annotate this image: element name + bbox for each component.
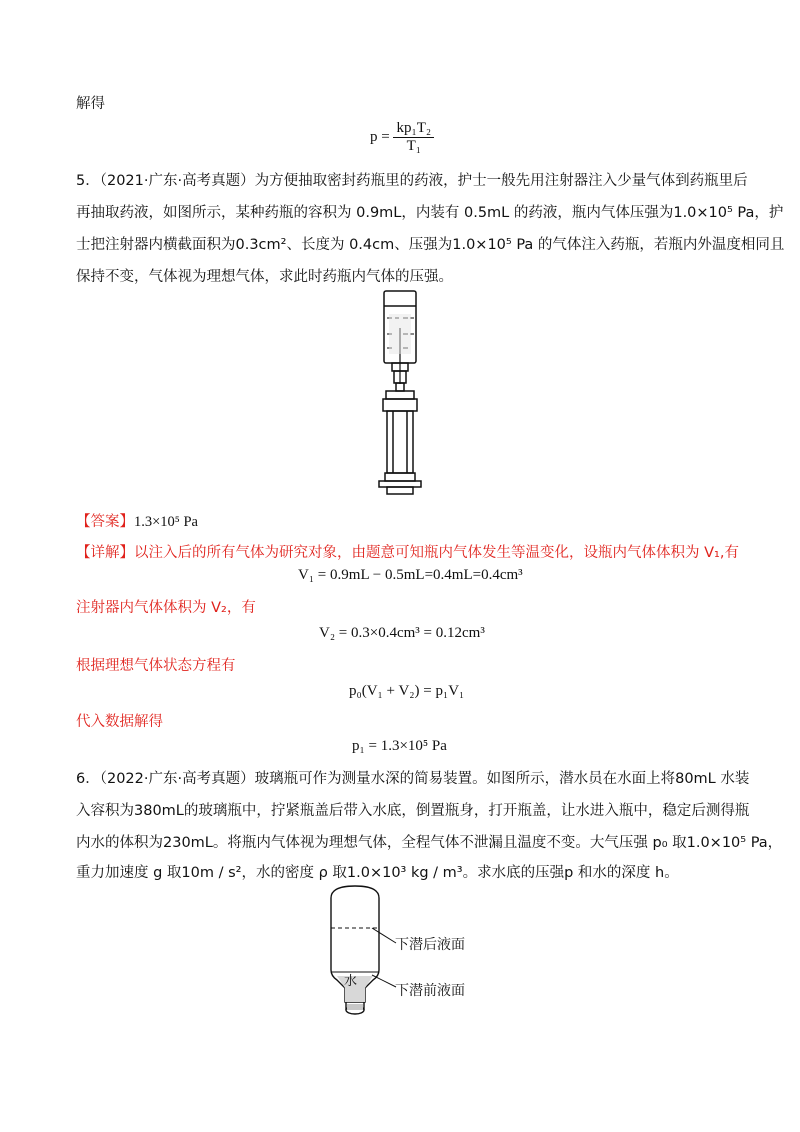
fraction-denominator: T₁ [406, 138, 421, 154]
q5-line-4: 保持不变，气体视为理想气体，求此时药瓶内气体的压强。 [76, 269, 453, 285]
equation-lhs: p = [370, 128, 390, 145]
label-before-dive: 下潜前液面 [395, 983, 465, 999]
solve-label: 解得 [76, 96, 105, 112]
q6-line-3: 内水的体积为230mL。将瓶内气体视为理想气体，全程气体不泄漏且温度不变。大气压强 p₀ 取1.0×10⁵ Pa， [76, 835, 783, 851]
q6-line-1: 6．（2022·广东·高考真题）玻璃瓶可作为测量水深的简易装置。如图所示，潜水员在水面上将80mL 水装 [76, 771, 750, 787]
fraction [393, 120, 434, 155]
water-label: 水 [344, 974, 358, 989]
q5-equation-3: p₀(V₁ + V₂) = p₁V₁ [349, 683, 465, 699]
q5-line-3: 士把注射器内横截面积为0.3cm²、长度为 0.4cm、压强为1.0×10⁵ Pa 的气体注入药瓶，若瓶内外温度相同且 [76, 237, 785, 253]
q6-line-2: 入容积为380mL的玻璃瓶中，拧紧瓶盖后带入水底，倒置瓶身，打开瓶盖，让水进入瓶中，稳定后测得瓶 [76, 803, 750, 819]
label-after-dive: 下潜后液面 [395, 937, 465, 953]
q6-line-4: 重力加速度 g 取10m / s²，水的密度 ρ 取1.0×10³ kg / m³。求水底的压强p 和水的深度 h。 [76, 865, 679, 881]
fraction-numerator: kp₁T₂ [393, 120, 434, 138]
q5-answer [76, 512, 198, 532]
q5-equation-1: V₁ = 0.9mL − 0.5mL=0.4mL=0.4cm³ [298, 567, 523, 583]
q5-equation-2: V₂ = 0.3×0.4cm³ = 0.12cm³ [319, 625, 485, 641]
q5-step-4: 代入数据解得 [76, 714, 163, 730]
q5-line-1: 5．（2021·广东·高考真题）为方便抽取密封药瓶里的药液，护士一般先用注射器注入少量气体到药瓶里后 [76, 173, 748, 189]
q5-step-2: 注射器内气体体积为 V₂，有 [76, 600, 256, 616]
q5-step-3: 根据理想气体状态方程有 [76, 658, 236, 674]
answer-value: 1.3×10⁵ Pa [134, 514, 198, 530]
answer-label: 【答案】 [76, 514, 134, 530]
equation-prev [370, 120, 434, 155]
q5-line-2: 再抽取药液，如图所示，某种药瓶的容积为 0.9mL，内装有 0.5mL 的药液，瓶内气体压强为1.0×10⁵ Pa，护 [76, 205, 784, 221]
q5-detail: 【详解】以注入后的所有气体为研究对象，由题意可知瓶内气体发生等温变化，设瓶内气体体积为 V₁,有 [76, 545, 739, 561]
q5-equation-4: p₁ = 1.3×10⁵ Pa [352, 738, 447, 754]
vial-syringe-figure [375, 288, 425, 500]
